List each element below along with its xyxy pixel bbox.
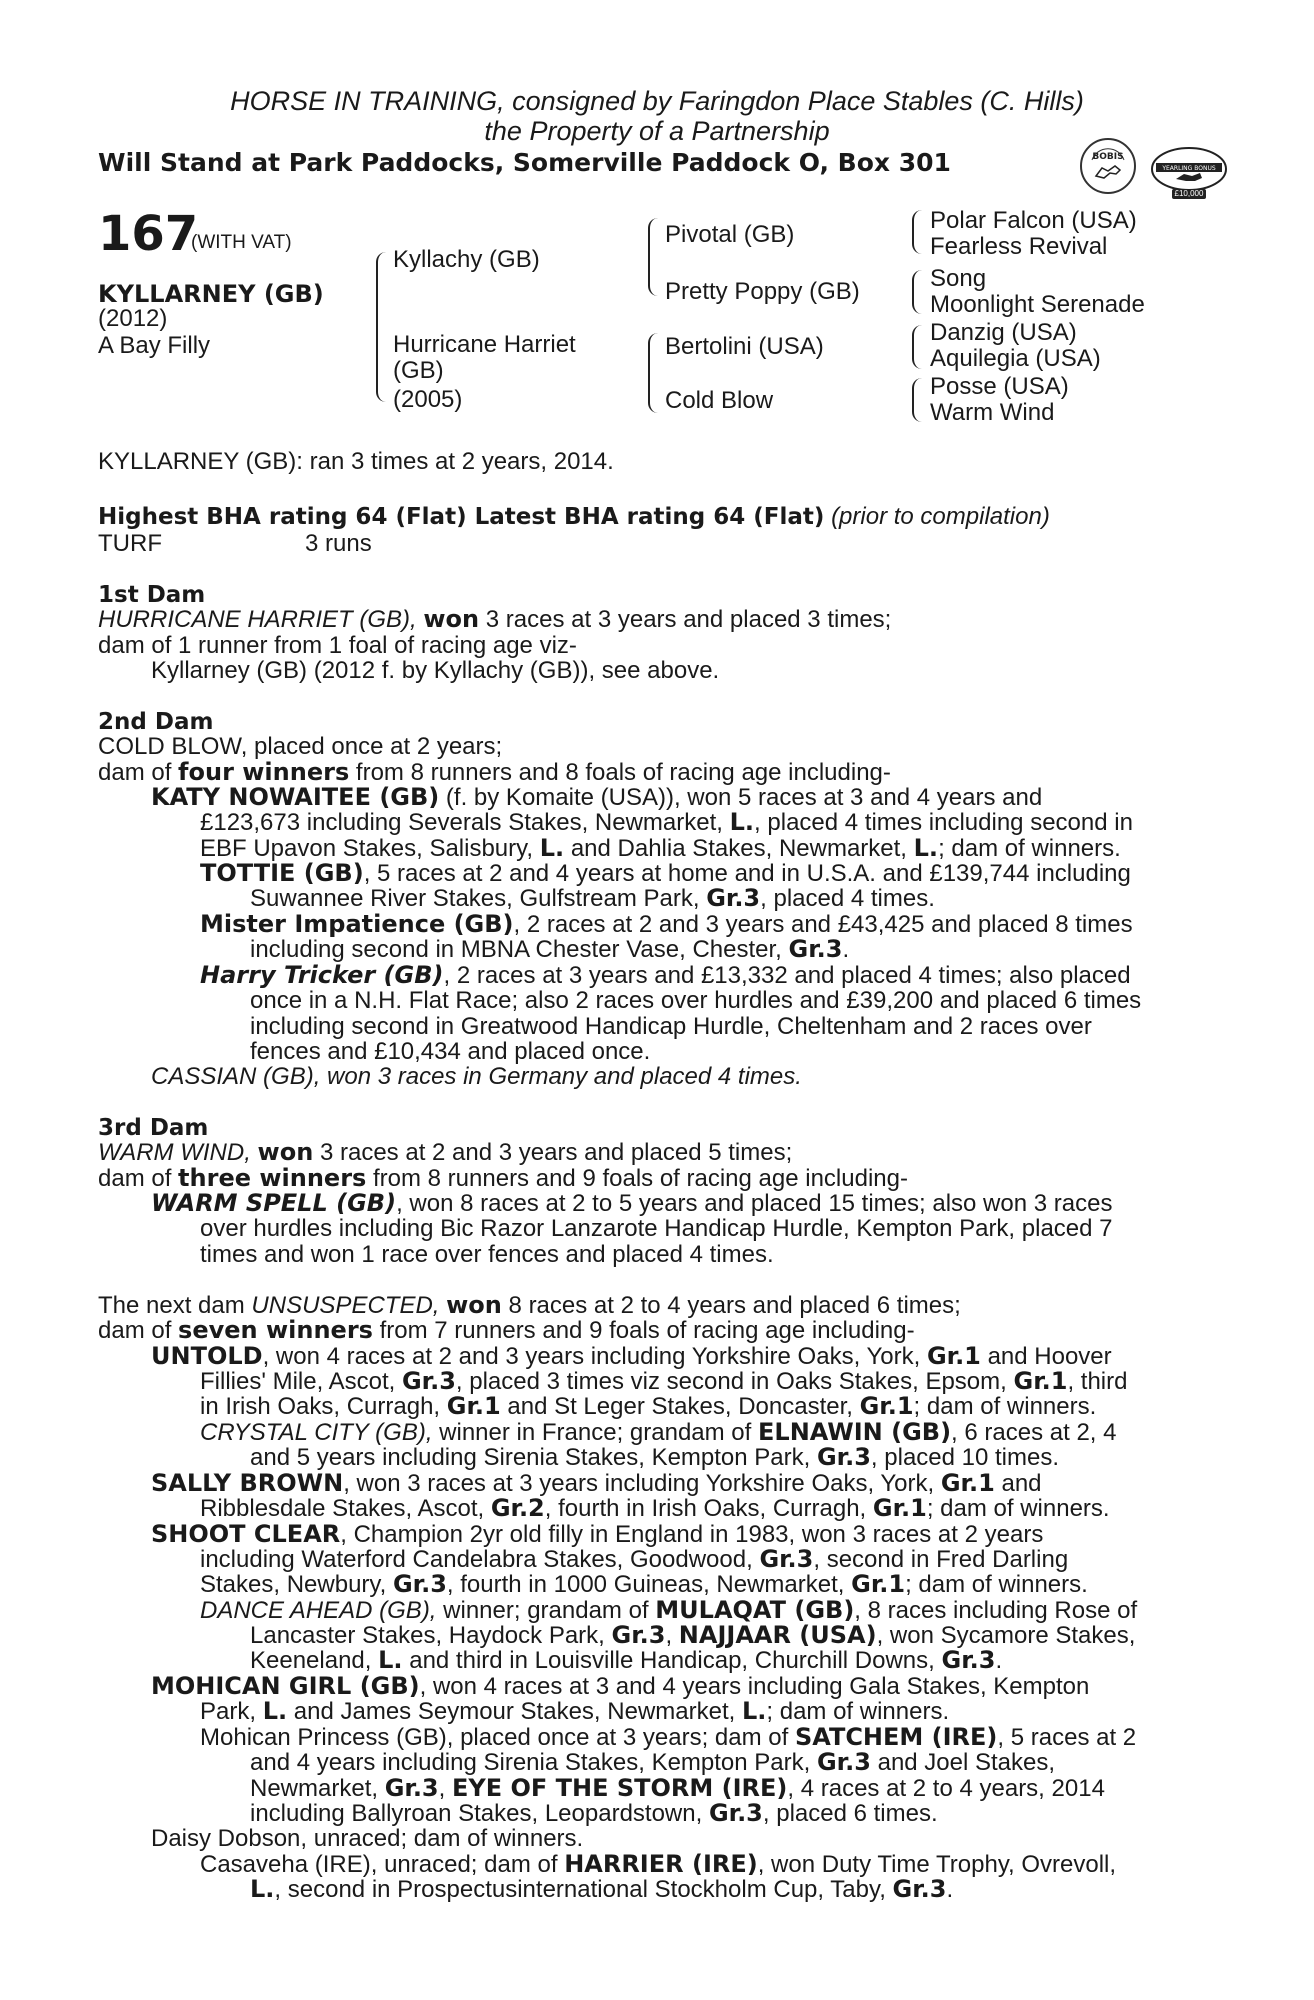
horse-name: EYE OF THE STORM (IRE) [451, 1774, 788, 1802]
text: Keeneland, [250, 1647, 372, 1674]
text: , placed 4 times including second in [754, 809, 1133, 836]
dam-line-3: (2005) [393, 386, 463, 413]
won-label: won [423, 605, 480, 633]
text: Casaveha (IRE), unraced; dam of [200, 1851, 558, 1878]
untold-line-3 [200, 1394, 1096, 1420]
grade: Gr.3 [611, 1621, 666, 1649]
princess-line-4 [250, 1801, 938, 1827]
sally-line-1 [151, 1471, 1042, 1497]
text: , [438, 1775, 446, 1802]
text: and Joel Stakes, [877, 1749, 1056, 1776]
text: £123,673 including Severals Stakes, Newmarket, [200, 809, 723, 836]
grade: L. [913, 834, 939, 862]
dance-line-1 [200, 1598, 1137, 1624]
mister-line-2 [250, 937, 849, 963]
winners-count: seven winners [178, 1316, 373, 1344]
horse-name: Mister Impatience (GB) [200, 910, 514, 938]
consignor-line: HORSE IN TRAINING, consigned by Faringdon Place Stables (C. Hills) [230, 86, 1084, 116]
surface-runs: 3 runs [305, 530, 372, 557]
mister-line-1 [200, 912, 1133, 938]
bobis-logo-icon [1080, 138, 1136, 194]
second-dam-line: COLD BLOW, placed once at 2 years; [98, 733, 503, 760]
text: , 5 races at 2 and 4 years at home and in U.S.A. and £139,744 including [363, 860, 1131, 887]
katy-line-1 [151, 785, 1042, 811]
text: Park, [200, 1698, 257, 1725]
crystal-line-1 [200, 1420, 1116, 1446]
shoot-line-3 [200, 1572, 1088, 1598]
text: dam of [98, 1165, 172, 1192]
text: and Hoover [987, 1343, 1112, 1370]
grade: Gr.3 [816, 1748, 871, 1776]
text: , second in Prospectusinternational Stockholm Cup, Taby, [274, 1876, 886, 1903]
grade: Gr.3 [708, 1799, 763, 1827]
sire-brace [648, 218, 660, 296]
horse-name: KYLLARNEY (GB) [98, 280, 324, 308]
horse-name: SATCHEM (IRE) [794, 1723, 998, 1751]
winners-count: four winners [178, 758, 350, 786]
text: Newmarket, [250, 1775, 379, 1802]
text: , won 8 races at 2 to 5 years and placed 15 times; also won 3 races [396, 1190, 1113, 1217]
grade: Gr.3 [759, 1545, 814, 1573]
text: . [946, 1876, 954, 1903]
text: and James Seymour Stakes, Newmarket, [293, 1698, 736, 1725]
first-dam-foal: Kyllarney (GB) (2012 f. by Kyllachy (GB)), see above. [151, 657, 720, 684]
casaveha-line-1 [200, 1852, 1116, 1878]
grade: Gr.1 [851, 1570, 906, 1598]
text: Stakes, Newbury, [200, 1571, 387, 1598]
text: including Waterford Candelabra Stakes, Goodwood, [200, 1546, 753, 1573]
text: dam of [98, 759, 172, 786]
bonus-amount: £10,000 [1174, 189, 1204, 198]
stand-location: Will Stand at Park Paddocks, Somerville Paddock O, Box 301 [98, 148, 951, 177]
cassian-line: CASSIAN (GB), won 3 races in Germany and placed 4 times. [151, 1063, 802, 1090]
gdam-dss: Danzig (USA) [930, 319, 1077, 346]
grade: Gr.1 [940, 1469, 995, 1497]
vat-label: (WITH VAT) [191, 232, 292, 253]
dam-line-1: Hurricane Harriet [393, 331, 576, 358]
horse-name: SALLY BROWN [151, 1469, 344, 1497]
third-dam-line [98, 1140, 792, 1166]
horse-name: ELNAWIN (GB) [758, 1418, 952, 1446]
winners-count: three winners [178, 1164, 367, 1192]
text: from 8 runners and 8 foals of racing age including- [355, 759, 891, 786]
text: 8 races at 2 to 4 years and placed 6 times; [508, 1292, 961, 1319]
text: and St Leger Stakes, Doncaster, [507, 1393, 853, 1420]
text: and 4 years including Sirenia Stakes, Kempton Park, [250, 1749, 811, 1776]
harry-line-2: once in a N.H. Flat Race; also 2 races over hurdles and £39,200 and placed 6 times [250, 987, 1142, 1014]
text: , 5 races at 2 [997, 1724, 1137, 1751]
horse-name: Harry Tricker (GB) [200, 961, 444, 989]
grade: Gr.3 [816, 1443, 871, 1471]
text: and [1001, 1470, 1042, 1497]
text: dam of [98, 1317, 172, 1344]
grade: Gr.3 [941, 1646, 996, 1674]
text: ; dam of winners. [766, 1698, 950, 1725]
horse-description: A Bay Filly [98, 332, 211, 359]
sally-line-2 [200, 1496, 1110, 1522]
grade: L. [262, 1697, 288, 1725]
dam-brace [648, 333, 660, 413]
warm-line-1 [151, 1191, 1112, 1217]
text: Mohican Princess (GB), placed once at 3 years; dam of [200, 1724, 789, 1751]
text: winner in France; grandam of [439, 1419, 752, 1446]
gdam-dds: Posse (USA) [930, 373, 1069, 400]
warm-line-2: over hurdles including Bic Razor Lanzarote Handicap Hurdle, Kempton Park, placed 7 [200, 1215, 1113, 1242]
grade: Gr.3 [706, 884, 761, 912]
text: Fillies' Mile, Ascot, [200, 1368, 396, 1395]
princess-line-1 [200, 1725, 1136, 1751]
rating-text: Highest BHA rating 64 (Flat) Latest BHA rating 64 (Flat) [98, 504, 825, 530]
text: , Champion 2yr old filly in England in 1983, won 3 races at 2 years [340, 1521, 1044, 1548]
gdam-sds: Song [930, 265, 987, 292]
grade: L. [539, 834, 565, 862]
pedigree-brace [376, 252, 388, 402]
brace-g4 [912, 378, 922, 422]
text: , 4 races at 2 to 4 years, 2014 [787, 1775, 1105, 1802]
text: , fourth in 1000 Guineas, Newmarket, [446, 1571, 845, 1598]
text: , second in Fred Darling [813, 1546, 1069, 1573]
dam-sire: Bertolini (USA) [665, 333, 824, 360]
text: EBF Upavon Stakes, Salisbury, [200, 835, 534, 862]
text: ; dam of winners. [938, 835, 1121, 862]
untold-line-1 [151, 1344, 1112, 1370]
sire-sire: Pivotal (GB) [665, 221, 795, 248]
daisy-line: Daisy Dobson, unraced; dam of winners. [151, 1825, 584, 1852]
text: , won 4 races at 3 and 4 years including Gala Stakes, Kempton [419, 1673, 1090, 1700]
warm-line-3: times and won 1 race over fences and placed 4 times. [200, 1241, 774, 1268]
text: , placed 4 times. [760, 885, 935, 912]
first-dam-title: 1st Dam [98, 582, 206, 608]
text: (f. by Komaite (USA)), won 5 races at 3 and 4 years and [445, 784, 1043, 811]
mohican-line-2 [200, 1699, 949, 1725]
dam-name: HURRICANE HARRIET (GB), [98, 606, 417, 633]
sire-dam: Pretty Poppy (GB) [665, 278, 860, 305]
horse-name: WARM SPELL (GB) [151, 1189, 397, 1217]
first-dam-line [98, 607, 891, 633]
grade: Gr.3 [892, 1875, 947, 1903]
harry-line-4: fences and £10,434 and placed once. [250, 1038, 651, 1065]
princess-line-2 [250, 1750, 1055, 1776]
text: ; dam of winners. [905, 1571, 1088, 1598]
dam-name: WARM WIND, [98, 1139, 251, 1166]
grade: Gr.3 [788, 935, 843, 963]
katy-line-2 [200, 810, 1133, 836]
text: , third [1067, 1368, 1128, 1395]
text: and third in Louisville Handicap, Churchill Downs, [409, 1647, 935, 1674]
text: The next dam [98, 1292, 245, 1319]
dam-record: 3 races at 3 years and placed 3 times; [485, 606, 892, 633]
text: , placed 6 times. [762, 1800, 938, 1827]
untold-line-2 [200, 1369, 1127, 1395]
harry-line-1 [200, 963, 1131, 989]
text: ; dam of winners. [913, 1393, 1097, 1420]
text: , fourth in Irish Oaks, Curragh, [544, 1495, 867, 1522]
crystal-line-2 [250, 1445, 1059, 1471]
casaveha-line-2 [250, 1877, 953, 1903]
svg-text:YEARLING BONUS: YEARLING BONUS [1162, 165, 1216, 172]
horse-name: SHOOT CLEAR [151, 1520, 341, 1548]
brace-g3 [912, 325, 922, 369]
text: , won Duty Time Trophy, Ovrevoll, [757, 1851, 1117, 1878]
text: from 7 runners and 9 foals of racing age including- [379, 1317, 915, 1344]
text: including Ballyroan Stakes, Leopardstown, [250, 1800, 703, 1827]
horse-name: UNTOLD [151, 1342, 263, 1370]
horse-name: KATY NOWAITEE (GB) [151, 783, 440, 811]
gdam-dsd: Aquilegia (USA) [930, 345, 1101, 372]
sire: Kyllachy (GB) [393, 246, 540, 273]
text: , won 3 races at 3 years including Yorkshire Oaks, York, [343, 1470, 935, 1497]
text: ; dam of winners. [926, 1495, 1110, 1522]
text: Ribblesdale Stakes, Ascot, [200, 1495, 485, 1522]
next-dam-produce [98, 1318, 915, 1344]
mohican-line-1 [151, 1674, 1089, 1700]
svg-text:BOBIS: BOBIS [1092, 152, 1124, 162]
text: . [842, 936, 850, 963]
grade: Gr.1 [872, 1494, 927, 1522]
grade: Gr.2 [490, 1494, 545, 1522]
text: , won 4 races at 2 and 3 years including Yorkshire Oaks, York, [262, 1343, 921, 1370]
text: , 8 races including Rose of [854, 1597, 1138, 1624]
text: , placed 10 times. [870, 1444, 1060, 1471]
dam-name: CRYSTAL CITY (GB), [200, 1419, 433, 1446]
grade: Gr.1 [859, 1392, 914, 1420]
gdam-sss: Polar Falcon (USA) [930, 207, 1137, 234]
second-dam-produce [98, 760, 891, 786]
text: , [665, 1622, 673, 1649]
grade: Gr.3 [392, 1570, 447, 1598]
first-dam-produce: dam of 1 runner from 1 foal of racing age viz- [98, 632, 577, 659]
third-dam-title: 3rd Dam [98, 1115, 209, 1141]
grade: Gr.1 [926, 1342, 981, 1370]
surface: TURF [98, 530, 162, 557]
won-label: won [257, 1138, 314, 1166]
text: including second in MBNA Chester Vase, Chester, [250, 936, 782, 963]
dam-name: DANCE AHEAD (GB), [200, 1597, 437, 1624]
horse-name: HARRIER (IRE) [564, 1850, 758, 1878]
text: 3 races at 2 and 3 years and placed 5 times; [319, 1139, 793, 1166]
yearling-bonus-logo-icon [1150, 145, 1228, 201]
shoot-line-1 [151, 1522, 1043, 1548]
grade: Gr.3 [384, 1774, 439, 1802]
text: , 6 races at 2, 4 [951, 1419, 1117, 1446]
won-label: won [446, 1291, 502, 1319]
harry-line-3: including second in Greatwood Handicap Hurdle, Cheltenham and 2 races over [250, 1013, 1092, 1040]
dam-dam: Cold Blow [665, 387, 774, 414]
grade: Gr.1 [446, 1392, 501, 1420]
race-record: KYLLARNEY (GB): ran 3 times at 2 years, 2014. [98, 448, 614, 475]
text: and Dahlia Stakes, Newmarket, [570, 835, 907, 862]
text: . [995, 1647, 1003, 1674]
gdam-sdd: Moonlight Serenade [930, 291, 1145, 318]
grade: L. [378, 1646, 403, 1674]
horse-name: MOHICAN GIRL (GB) [151, 1672, 420, 1700]
text: , 2 races at 3 years and £13,332 and placed 4 times; also placed [443, 962, 1131, 989]
grade: L. [729, 808, 755, 836]
grade: Gr.1 [1013, 1367, 1068, 1395]
horse-name: NAJJAAR (USA) [678, 1621, 877, 1649]
text: winner; grandam of [443, 1597, 649, 1624]
gdam-ssd: Fearless Revival [930, 233, 1108, 260]
princess-line-3 [250, 1776, 1105, 1802]
text: , won Sycamore Stakes, [876, 1622, 1136, 1649]
grade: L. [250, 1875, 275, 1903]
foaling-year: (2012) [98, 305, 168, 332]
text: Lancaster Stakes, Haydock Park, [250, 1622, 605, 1649]
text: from 8 runners and 9 foals of racing age including- [373, 1165, 908, 1192]
dam-name: UNSUSPECTED, [251, 1292, 440, 1319]
katy-line-3 [200, 836, 1121, 862]
text: Suwannee River Stakes, Gulfstream Park, [250, 885, 700, 912]
dam-line-2: (GB) [393, 357, 444, 384]
lot-number: 167 [98, 206, 199, 262]
rating-note: (prior to compilation) [831, 503, 1050, 530]
text: and 5 years including Sirenia Stakes, Kempton Park, [250, 1444, 811, 1471]
text: in Irish Oaks, Curragh, [200, 1393, 441, 1420]
dance-line-2 [250, 1623, 1135, 1649]
bha-rating [98, 504, 1050, 531]
text: , placed 3 times viz second in Oaks Stakes, Epsom, [455, 1368, 1007, 1395]
property-line: the Property of a Partnership [484, 116, 830, 146]
brace-g1 [912, 210, 922, 254]
tottie-line-2 [250, 886, 935, 912]
dance-line-3 [250, 1648, 1002, 1674]
gdam-ddd: Warm Wind [930, 399, 1055, 426]
grade: L. [741, 1697, 767, 1725]
text: , 2 races at 2 and 3 years and £43,425 and placed 8 times [513, 911, 1133, 938]
brace-g2 [912, 270, 922, 314]
next-dam-line [98, 1293, 961, 1319]
grade: Gr.3 [401, 1367, 456, 1395]
tottie-line-1 [200, 861, 1131, 887]
horse-name: MULAQAT (GB) [655, 1596, 855, 1624]
horse-name: TOTTIE (GB) [200, 859, 364, 887]
second-dam-title: 2nd Dam [98, 709, 214, 735]
third-dam-produce [98, 1166, 908, 1192]
shoot-line-2 [200, 1547, 1068, 1573]
